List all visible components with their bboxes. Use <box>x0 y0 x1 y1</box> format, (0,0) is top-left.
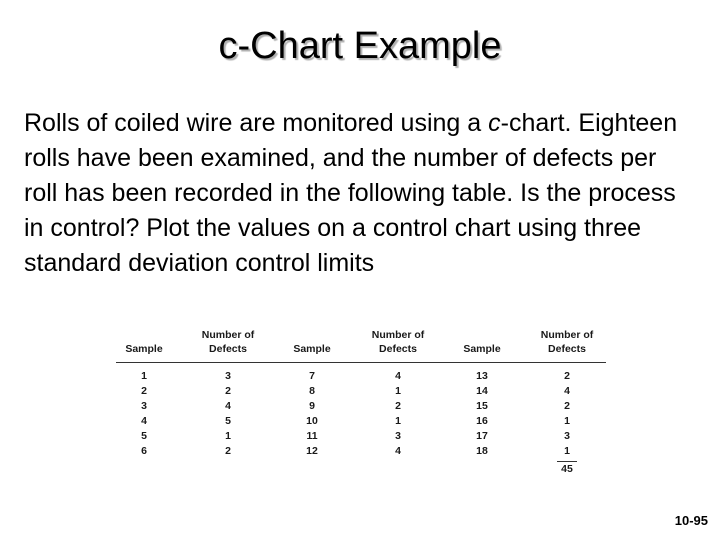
page-number: 10-95 <box>674 513 708 528</box>
table-row <box>116 384 606 399</box>
table-cell: 9 <box>309 400 315 412</box>
table-cell: 4 <box>141 415 147 427</box>
table-body <box>116 369 606 459</box>
problem-text-start: Rolls of coiled wire are monitored using a <box>24 109 489 137</box>
table-row <box>116 399 606 414</box>
total-row <box>116 459 606 477</box>
column-header: Number of Defects <box>201 329 255 355</box>
column-header: Sample <box>125 343 163 355</box>
table-row <box>116 444 606 459</box>
table-cell: 2 <box>564 400 570 412</box>
defects-table <box>116 326 606 477</box>
column-header: Number of Defects <box>371 329 425 355</box>
slide-title: c-Chart Example <box>218 25 502 67</box>
problem-statement <box>24 106 694 281</box>
table-cell: 4 <box>395 445 401 457</box>
table-cell: 1 <box>564 445 570 457</box>
table-cell: 5 <box>225 415 231 427</box>
table-cell: 12 <box>306 445 318 457</box>
table-cell: 2 <box>225 445 231 457</box>
table-cell: 3 <box>564 430 570 442</box>
table-row <box>116 369 606 384</box>
table-cell: 1 <box>564 415 570 427</box>
table-cell: 18 <box>476 445 488 457</box>
table-cell: 11 <box>306 430 318 442</box>
table-cell: 15 <box>476 400 488 412</box>
column-header: Sample <box>293 343 331 355</box>
table-cell: 1 <box>225 430 231 442</box>
column-header: Sample <box>463 343 501 355</box>
table-cell: 16 <box>476 415 488 427</box>
table-cell: 2 <box>564 370 570 382</box>
table-cell: 7 <box>309 370 315 382</box>
table-cell: 4 <box>225 400 231 412</box>
table-cell: 2 <box>395 400 401 412</box>
table-row <box>116 429 606 444</box>
table-cell: 3 <box>225 370 231 382</box>
table-cell: 8 <box>309 385 315 397</box>
table-cell: 1 <box>395 385 401 397</box>
table-header-row <box>116 326 606 360</box>
table-cell: 14 <box>476 385 488 397</box>
table-cell: 4 <box>564 385 570 397</box>
table-cell: 2 <box>225 385 231 397</box>
table-cell: 1 <box>395 415 401 427</box>
table-cell: 3 <box>395 430 401 442</box>
table-cell: 5 <box>141 430 147 442</box>
table-cell: 1 <box>141 370 147 382</box>
table-cell: 4 <box>395 370 401 382</box>
table-cell: 10 <box>306 415 318 427</box>
column-header: Number of Defects <box>540 329 594 355</box>
problem-text-italic: c <box>488 109 501 137</box>
total-defects: 45 <box>557 461 577 476</box>
table-row <box>116 414 606 429</box>
problem-text-end: -chart. Eighteen rolls have been examined, and the number of defects per roll has been recorded in the following table. Is the process in control? Plot the values on a control chart using three standard deviation control limits <box>24 109 678 277</box>
table-cell: 13 <box>476 370 488 382</box>
table-cell: 3 <box>141 400 147 412</box>
table-cell: 17 <box>476 430 488 442</box>
table-cell: 6 <box>141 445 147 457</box>
table-cell: 2 <box>141 385 147 397</box>
